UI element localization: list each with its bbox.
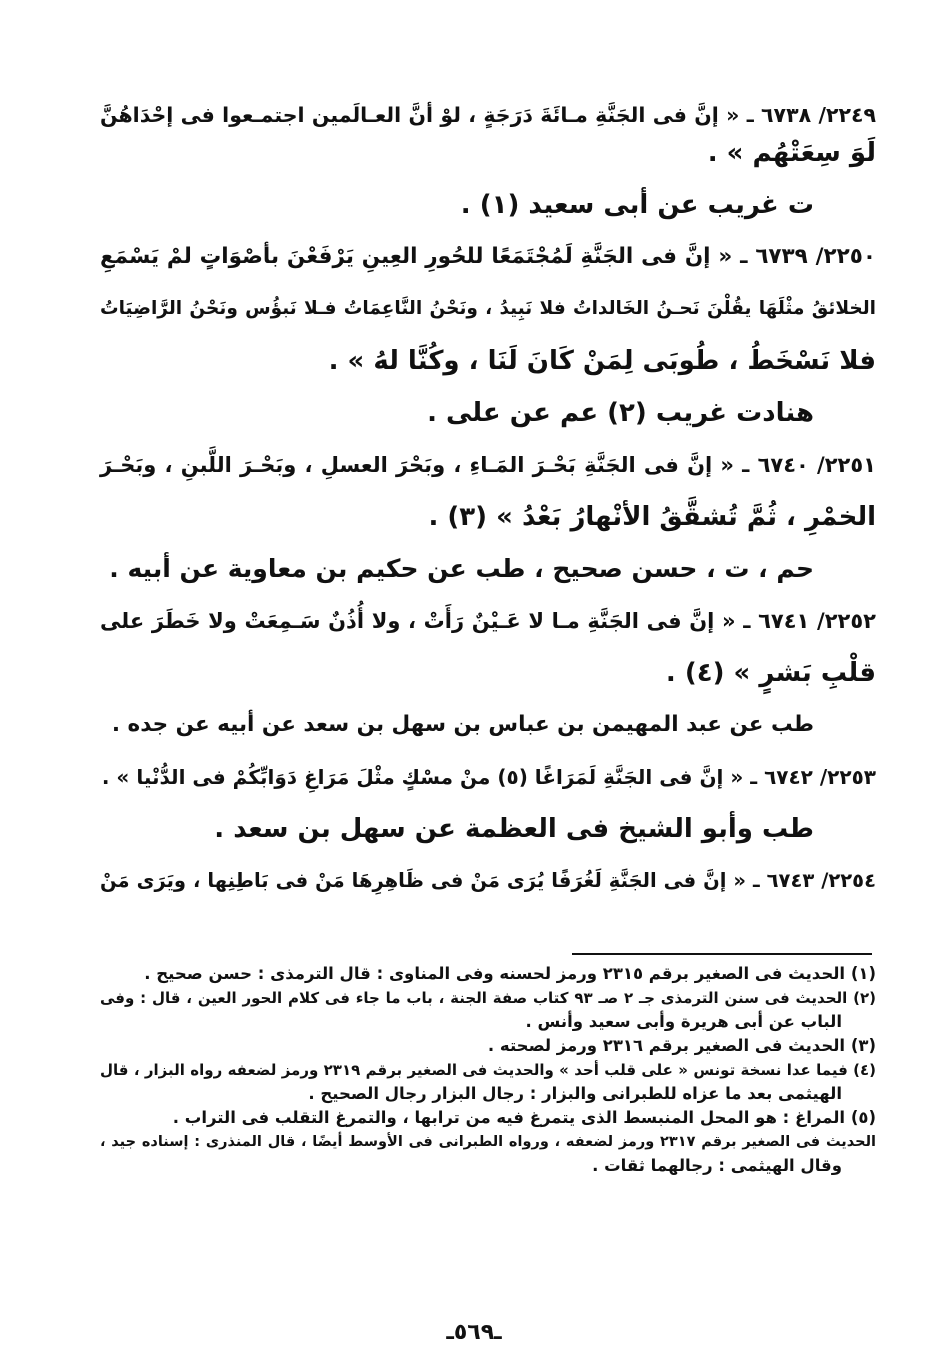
source-line-1: ت غريب عن أبى سعيد (١) . <box>460 190 814 220</box>
text-line-4: الخلائقُ مثْلَهَا يقُلْنَ نَحـنُ الخَالداتُ فلا نَبِيدُ ، ونَحْنُ النَّاعِمَاتُ فـلا نَبؤُس ونَحْنُ الرَّاضِيَاتُ <box>100 298 876 319</box>
footnotes <box>100 962 876 1178</box>
text-line-5: فلا نَسْخَطُ ، طُوبَى لِمَنْ كَانَ لَنَا ، وكُنَّا لهُ » . <box>328 346 876 376</box>
source-line-5: طب وأبو الشيخ فى العظمة عن سهل بن سعد . <box>214 814 814 844</box>
text-line-7: الخمْرِ ، ثُمَّ تُشقَّقُ الأنْهارُ بَعْدُ » (٣) . <box>428 502 876 532</box>
footnote-5-extra-cont: وقال الهيثمى : رجالهما ثقات . <box>592 1156 842 1175</box>
footnote-separator <box>572 953 872 955</box>
text-line-2: لَوَ سِعَتْهُم » . <box>707 138 876 168</box>
footnote-5: (٥) المراغ : هو المحل المنبسط الذى يتمرغ فيه من ترابها ، والتمرغ التقلب فى التراب . <box>172 1108 876 1127</box>
footnote-2-cont: الباب عن أبى هريرة وأبى سعيد وأنس . <box>525 1012 842 1031</box>
footnote-5-extra: الحديث فى الصغير برقم ٢٣١٧ ورمز لضعفه ، ورواه الطبرانى فى الأوسط أيضًا ، قال المنذرى : إسناده جيد ، <box>100 1134 876 1150</box>
text-line-3: ٢٢٥٠/ ٦٧٣٩ ـ « إنَّ فى الجَنَّةِ لَمُجْتَمَعًا للحُورِ العِينِ يَرْفَعْنَ بأصْوَاتٍ لمْ يَسْمَعِ <box>100 244 877 269</box>
footnote-2: (٢) الحديث فى سنن الترمذى جـ ٢ صـ ٩٣ كتاب صفة الجنة ، باب ما جاء فى كلام الحور العين ، قال : وفى <box>100 989 876 1007</box>
footnote-1: (١) الحديث فى الصغير برقم ٢٣١٥ ورمز لحسنه وفى المناوى : قال الترمذى : حسن صحيح . <box>144 964 876 983</box>
text-line-6: ٢٢٥١/ ٦٧٤٠ ـ « إنَّ فى الجَنَّةِ بَحْـرَ المَـاءِ ، وبَحْرَ العسلِ ، وبَحْـرَ اللَّبنِ ، وبَحْـرَ <box>100 453 876 477</box>
main-text <box>100 96 876 900</box>
footnote-4-cont: الهيثمى بعد ما عزاه للطبرانى والبزار : رجال البزار رجال الصحيح . <box>308 1084 842 1103</box>
text-line-8: ٢٢٥٢/ ٦٧٤١ ـ « إنَّ فى الجَنَّةِ مـا لا عَـيْنٌ رَأَتْ ، ولا أُذُنٌ سَـمِعَتْ ولا خَطَرَ على <box>100 609 876 633</box>
footnote-3: (٣) الحديث فى الصغير برقم ٢٣١٦ ورمز لصحته . <box>487 1036 876 1055</box>
footnote-4: (٤) فيما عدا نسخة تونس « على قلب أحد » والحديث فى الصغير برقم ٢٣١٩ ورمز لضعفه رواه البزار ، قال <box>100 1061 876 1079</box>
page-number: ـ٥٦٩ـ <box>446 1320 502 1345</box>
text-line-1: ٢٢٤٩/ ٦٧٣٨ ـ « إنَّ فى الجَنَّةِ مـائَةَ دَرَجَةٍ ، لوْ أنَّ العـالَمين اجتمـعوا فى إحْدَاهُنَّ <box>100 103 876 127</box>
text-line-10: ٢٢٥٣/ ٦٧٤٢ ـ « إنَّ فى الجَنَّةِ لَمَرَاغًا (٥) منْ مسْكٍ مثْلَ مَرَاغِ دَوَابِّكُمْ فى الدُّنْيا » . <box>101 765 876 789</box>
source-line-2: هنادت غريب (٢) عم عن على . <box>427 398 814 428</box>
text-line-11: ٢٢٥٤/ ٦٧٤٣ ـ « إنَّ فى الجَنَّةِ لَغُرَفًا يُرَى مَنْ فى ظَاهِرِهَا مَنْ فى بَاطِنِها ، ويَرَى مَنْ <box>100 869 876 892</box>
text-line-9: قلْبِ بَشرٍ » (٤) . <box>665 658 876 688</box>
source-line-3: حم ، ت ، حسن صحيح ، طب عن حكيم بن معاوية عن أبيه . <box>109 554 814 583</box>
source-line-4: طب عن عبد المهيمن بن عباس بن سهل بن سعد عن أبيه عن جده . <box>111 712 814 737</box>
